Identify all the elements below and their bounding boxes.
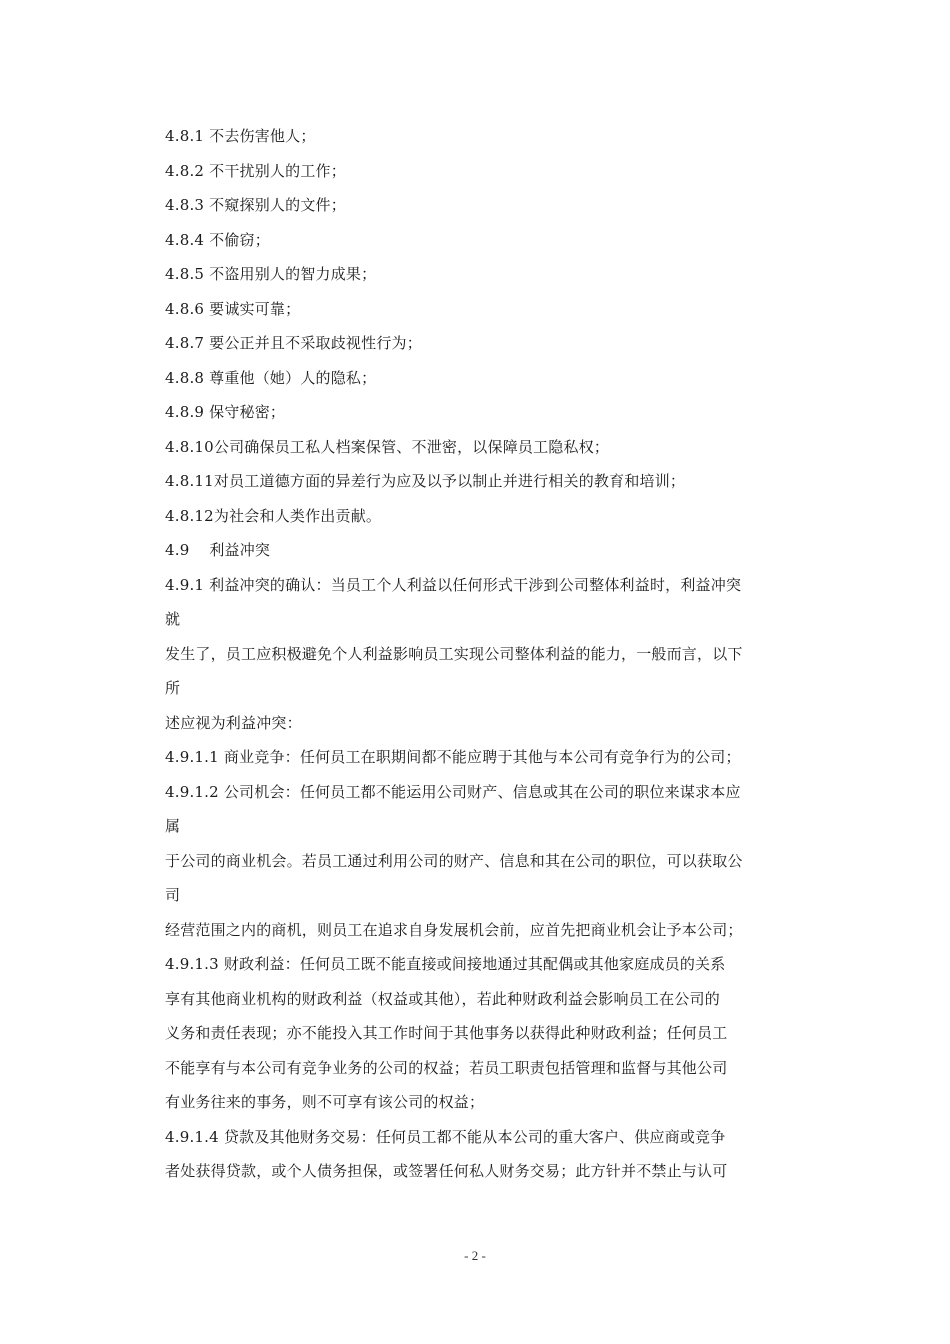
text-line: 4.8.11对员工道德方面的异差行为应及以予以制止并进行相关的教育和培训； — [165, 472, 686, 490]
text-line: 于公司的商业机会。若员工通过利用公司的财产、信息和其在公司的职位，可以获取公 — [165, 851, 743, 870]
text-line: 4.9.1.4 贷款及其他财务交易：任何员工都不能从本公司的重大客户、供应商或竞争 — [165, 1127, 726, 1146]
text-line: 4.9.1.2 公司机会：任何员工都不能运用公司财产、信息或其在公司的职位来谋求本应 — [165, 782, 741, 801]
text-line: 4.9.1.3 财政利益：任何员工既不能直接或间接地通过其配偶或其他家庭成员的关系 — [165, 955, 726, 973]
text-line: 4.8.9 保守秘密； — [165, 403, 286, 421]
section-heading: 4.9 利益冲突 — [165, 541, 271, 559]
text-line: 4.8.1 不去伤害他人； — [165, 127, 316, 145]
text-line: 属 — [165, 817, 181, 835]
text-line: 4.9.1.1 商业竞争：任何员工在职期间都不能应聘于其他与本公司有竞争行为的公司； — [165, 748, 741, 766]
text-line: 述应视为利益冲突： — [165, 713, 302, 732]
text-line: 4.8.3 不窥探别人的文件； — [165, 196, 346, 214]
page-number: - 2 - — [464, 1248, 486, 1263]
text-line: 有业务往来的事务，则不可享有该公司的权益； — [165, 1093, 485, 1111]
text-line: 4.9.1 利益冲突的确认：当员工个人利益以任何形式干涉到公司整体利益时，利益冲突 — [165, 575, 742, 594]
text-line: 4.8.8 尊重他（她）人的隐私； — [165, 368, 377, 387]
text-line: 4.8.4 不偷窃； — [165, 230, 270, 249]
text-line: 4.8.7 要公正并且不采取歧视性行为； — [165, 334, 422, 352]
text-line: 义务和责任表现；亦不能投入其工作时间于其他事务以获得此种财政利益；任何员工 — [165, 1024, 728, 1042]
text-line: 司 — [165, 886, 181, 904]
text-line: 经营范围之内的商机，则员工在追求自身发展机会前，应首先把商业机会让予本公司； — [165, 920, 743, 939]
text-line: 4.8.2 不干扰别人的工作； — [165, 161, 346, 180]
text-line: 所 — [165, 679, 181, 697]
text-line: 发生了，员工应积极避免个人利益影响员工实现公司整体利益的能力，一般而言，以下 — [165, 644, 743, 663]
text-line: 者处获得贷款，或个人债务担保，或签署任何私人财务交易；此方针并不禁止与认可 — [165, 1162, 728, 1180]
document-body — [165, 124, 805, 1194]
text-line: 享有其他商业机构的财政利益（权益或其他），若此种财政利益会影响员工在公司的 — [165, 989, 720, 1008]
text-line: 4.8.12为社会和人类作出贡献。 — [165, 506, 382, 525]
text-line: 就 — [165, 610, 181, 628]
text-line: 4.8.5 不盗用别人的智力成果； — [165, 265, 377, 283]
text-line: 不能享有与本公司有竞争业务的公司的权益；若员工职责包括管理和监督与其他公司 — [165, 1058, 728, 1077]
text-line: 4.8.10公司确保员工私人档案保管、不泄密，以保障员工隐私权； — [165, 437, 610, 456]
text-line: 4.8.6 要诚实可靠； — [165, 299, 301, 318]
